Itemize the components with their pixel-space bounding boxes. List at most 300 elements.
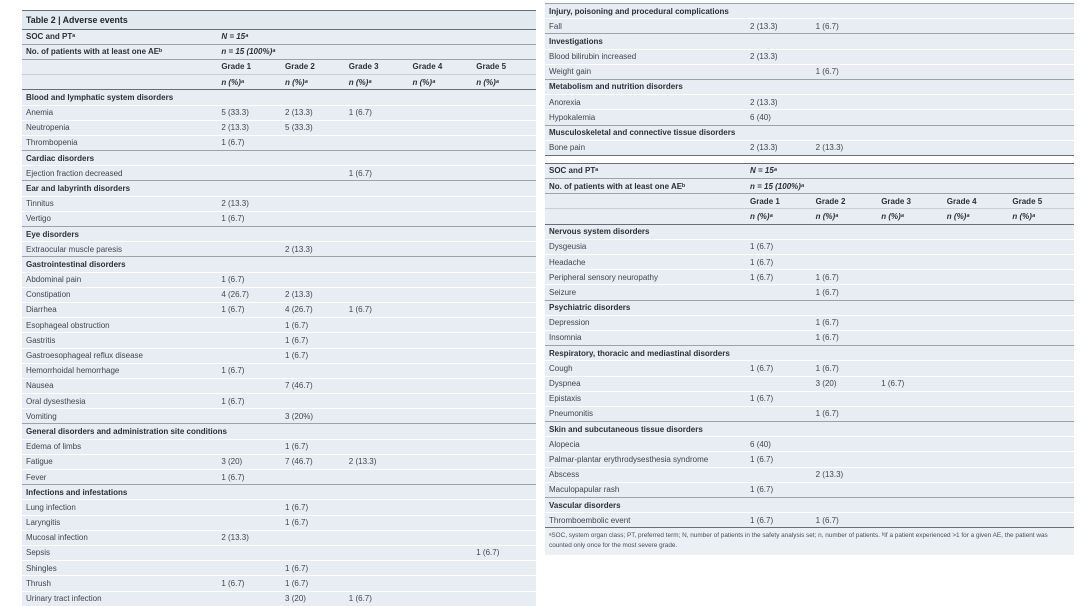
grade-value-cell — [943, 437, 1009, 452]
category-label: Respiratory, thoracic and mediastinal disorders — [545, 346, 1074, 361]
grade-value-cell: 3 (20) — [812, 376, 878, 391]
grade-header-row — [22, 59, 536, 74]
grade-value-cell — [281, 363, 345, 378]
table-row — [22, 105, 536, 120]
category-row — [545, 422, 1074, 437]
adverse-event-label: Insomnia — [545, 330, 746, 345]
grade-value-cell — [812, 437, 878, 452]
table-row — [545, 19, 1074, 34]
grade-value-cell — [409, 591, 473, 606]
adverse-event-label: Diarrhea — [22, 302, 217, 317]
category-row — [545, 224, 1074, 239]
npct-header-cell: n (%)ᵃ — [217, 75, 281, 90]
npct-header-cell: n (%)ᵃ — [345, 75, 409, 90]
grade-value-cell — [409, 394, 473, 409]
grade-value-cell: 1 (6.7) — [746, 452, 812, 467]
grade-value-cell — [472, 333, 536, 348]
grade-value-cell — [877, 330, 943, 345]
grade-value-cell — [877, 49, 943, 64]
adverse-events-table-left — [22, 10, 536, 606]
grade-value-cell — [345, 409, 409, 424]
grade-value-cell: 1 (6.7) — [281, 318, 345, 333]
category-label: Investigations — [545, 34, 1074, 49]
grade-value-cell — [1008, 95, 1074, 110]
grade-value-cell: 1 (6.7) — [746, 361, 812, 376]
table-row — [22, 318, 536, 333]
npct-header-row — [545, 209, 1074, 224]
grade-value-cell — [877, 467, 943, 482]
grade-value-cell: 2 (13.3) — [281, 242, 345, 257]
grade-value-cell: 1 (6.7) — [217, 135, 281, 150]
npct-header-cell: n (%)ᵃ — [877, 209, 943, 224]
grade-value-cell: 1 (6.7) — [281, 500, 345, 515]
adverse-event-label: Abdominal pain — [22, 272, 217, 287]
adverse-event-label: Laryngitis — [22, 515, 217, 530]
table-row — [545, 452, 1074, 467]
grade-value-cell — [812, 110, 878, 125]
category-row — [545, 4, 1074, 19]
grade-value-cell — [409, 287, 473, 302]
grade-value-cell — [472, 105, 536, 120]
table-row — [22, 576, 536, 591]
grade-value-cell — [1008, 437, 1074, 452]
adverse-event-label: Fatigue — [22, 454, 217, 469]
grade-value-cell — [943, 482, 1009, 497]
table-row — [545, 239, 1074, 254]
grade-value-cell — [217, 166, 281, 181]
grade-header-cell: Grade 5 — [1008, 194, 1074, 209]
grade-value-cell — [943, 19, 1009, 34]
adverse-event-label: Fever — [22, 470, 217, 485]
grade-value-cell — [877, 19, 943, 34]
table-row — [545, 285, 1074, 300]
grade-value-cell — [409, 530, 473, 545]
table-title: Table 2 | Adverse events — [22, 11, 536, 30]
grade-value-cell: 7 (46.7) — [281, 378, 345, 393]
table-row — [545, 95, 1074, 110]
grade-header-cell: Grade 1 — [217, 59, 281, 74]
grade-value-cell — [409, 409, 473, 424]
grade-value-cell: 2 (13.3) — [217, 120, 281, 135]
npct-header-cell: n (%)ᵃ — [812, 209, 878, 224]
adverse-event-label: Tinnitus — [22, 196, 217, 211]
grade-value-cell — [472, 363, 536, 378]
grade-value-cell — [1008, 391, 1074, 406]
grade-value-cell — [943, 406, 1009, 421]
grade-value-cell: 6 (40) — [746, 437, 812, 452]
table-row — [22, 348, 536, 363]
grade-value-cell: 1 (6.7) — [746, 239, 812, 254]
category-row — [22, 485, 536, 500]
grade-value-cell — [877, 391, 943, 406]
adverse-event-label: Thrush — [22, 576, 217, 591]
grade-value-cell: 1 (6.7) — [345, 166, 409, 181]
grade-value-cell: 1 (6.7) — [812, 64, 878, 79]
table-title-row — [22, 11, 536, 30]
grade-value-cell — [1008, 330, 1074, 345]
table-row — [22, 530, 536, 545]
grade-value-cell: 1 (6.7) — [281, 348, 345, 363]
adverse-event-label: Hypokalemia — [545, 110, 746, 125]
npct-header-cell: n (%)ᵃ — [943, 209, 1009, 224]
table-row — [22, 439, 536, 454]
grade-value-cell — [943, 391, 1009, 406]
grade-value-cell: 7 (46.7) — [281, 454, 345, 469]
table-row — [545, 140, 1074, 155]
grade-value-cell: 2 (13.3) — [345, 454, 409, 469]
grade-value-cell: 1 (6.7) — [472, 545, 536, 560]
grade-value-cell — [877, 270, 943, 285]
grade-value-cell — [409, 333, 473, 348]
table-row — [22, 515, 536, 530]
grade-value-cell: 1 (6.7) — [877, 376, 943, 391]
grade-value-cell — [1008, 513, 1074, 528]
grade-header-cell: Grade 4 — [409, 59, 473, 74]
grade-value-cell — [943, 95, 1009, 110]
grade-value-cell: 2 (13.3) — [746, 95, 812, 110]
grade-value-cell — [345, 515, 409, 530]
npct-header-cell: n (%)ᵃ — [409, 75, 473, 90]
table-row — [545, 467, 1074, 482]
ae-count-row — [545, 179, 1074, 194]
grade-value-cell — [345, 272, 409, 287]
grade-value-cell — [943, 315, 1009, 330]
grade-value-cell — [1008, 110, 1074, 125]
grade-value-cell: 4 (26.7) — [281, 302, 345, 317]
grade-value-cell — [472, 287, 536, 302]
grade-value-cell — [746, 467, 812, 482]
table-row — [22, 470, 536, 485]
grade-header-cell: Grade 1 — [746, 194, 812, 209]
grade-value-cell — [409, 500, 473, 515]
table-body — [545, 4, 1074, 156]
grade-value-cell — [812, 452, 878, 467]
table-row — [545, 110, 1074, 125]
category-row — [545, 79, 1074, 94]
grade-value-cell — [943, 110, 1009, 125]
grade-value-cell — [812, 255, 878, 270]
grade-value-cell: 1 (6.7) — [217, 211, 281, 226]
grade-value-cell: 1 (6.7) — [812, 406, 878, 421]
category-row — [22, 424, 536, 439]
grade-value-cell — [409, 439, 473, 454]
grade-value-cell — [345, 333, 409, 348]
grade-value-cell — [345, 287, 409, 302]
category-label: Psychiatric disorders — [545, 300, 1074, 315]
adverse-event-label: Mucosal infection — [22, 530, 217, 545]
grade-value-cell — [409, 242, 473, 257]
category-label: Skin and subcutaneous tissue disorders — [545, 422, 1074, 437]
grade-value-cell — [409, 272, 473, 287]
grade-value-cell — [217, 409, 281, 424]
grade-value-cell: 1 (6.7) — [812, 285, 878, 300]
adverse-event-label: Fall — [545, 19, 746, 34]
adverse-event-label: Esophageal obstruction — [22, 318, 217, 333]
npct-header-spacer — [22, 75, 217, 90]
grade-value-cell: 1 (6.7) — [812, 361, 878, 376]
grade-value-cell — [409, 576, 473, 591]
grade-value-cell — [217, 500, 281, 515]
grade-value-cell: 1 (6.7) — [812, 513, 878, 528]
adverse-event-label: Nausea — [22, 378, 217, 393]
grade-header-cell: Grade 2 — [812, 194, 878, 209]
adverse-event-label: Urinary tract infection — [22, 591, 217, 606]
npct-header-spacer — [545, 209, 746, 224]
grade-value-cell: 1 (6.7) — [217, 470, 281, 485]
adverse-event-label: Dysgeusia — [545, 239, 746, 254]
table-row — [22, 302, 536, 317]
grade-value-cell — [409, 515, 473, 530]
grade-value-cell — [1008, 285, 1074, 300]
table-row — [22, 196, 536, 211]
grade-value-cell — [746, 330, 812, 345]
grade-value-cell — [345, 242, 409, 257]
adverse-event-label: Dyspnea — [545, 376, 746, 391]
table-body — [22, 11, 536, 606]
grade-value-cell — [1008, 64, 1074, 79]
grade-value-cell — [877, 513, 943, 528]
ae-count-value: n = 15 (100%)ᵃ — [746, 179, 1074, 194]
adverse-event-label: Ejection fraction decreased — [22, 166, 217, 181]
grade-value-cell — [472, 196, 536, 211]
grade-value-cell — [281, 135, 345, 150]
category-row — [22, 90, 536, 105]
adverse-event-label: Sepsis — [22, 545, 217, 560]
adverse-event-label: Vertigo — [22, 211, 217, 226]
grade-value-cell: 1 (6.7) — [746, 513, 812, 528]
table-row — [22, 394, 536, 409]
table-row — [22, 242, 536, 257]
grade-value-cell — [472, 166, 536, 181]
grade-value-cell — [217, 378, 281, 393]
grade-value-cell — [877, 140, 943, 155]
grade-value-cell — [472, 242, 536, 257]
grade-value-cell: 2 (13.3) — [217, 196, 281, 211]
grade-value-cell — [409, 166, 473, 181]
adverse-event-label: Gastroesophageal reflux disease — [22, 348, 217, 363]
grade-value-cell — [877, 482, 943, 497]
grade-value-cell — [409, 545, 473, 560]
grade-value-cell — [409, 363, 473, 378]
table-row — [22, 545, 536, 560]
grade-value-cell: 1 (6.7) — [812, 19, 878, 34]
grade-value-cell — [943, 330, 1009, 345]
grade-value-cell — [943, 467, 1009, 482]
soc-header-row — [545, 163, 1074, 178]
table-row — [22, 454, 536, 469]
table-row — [22, 363, 536, 378]
grade-value-cell: 1 (6.7) — [281, 515, 345, 530]
table-row — [22, 120, 536, 135]
grade-value-cell — [812, 391, 878, 406]
grade-value-cell: 1 (6.7) — [746, 391, 812, 406]
grade-value-cell — [217, 348, 281, 363]
grade-value-cell — [217, 545, 281, 560]
category-row — [545, 300, 1074, 315]
category-label: Cardiac disorders — [22, 151, 536, 166]
grade-value-cell — [472, 576, 536, 591]
category-label: Vascular disorders — [545, 498, 1074, 513]
grade-value-cell — [409, 211, 473, 226]
grade-value-cell — [281, 166, 345, 181]
grade-value-cell: 2 (13.3) — [812, 467, 878, 482]
category-label: Blood and lymphatic system disorders — [22, 90, 536, 105]
grade-value-cell — [409, 120, 473, 135]
grade-value-cell: 3 (20) — [217, 454, 281, 469]
grade-value-cell — [472, 409, 536, 424]
grade-value-cell — [345, 545, 409, 560]
grade-value-cell — [472, 500, 536, 515]
soc-header-row — [22, 29, 536, 44]
grade-value-cell — [472, 470, 536, 485]
table-row — [22, 166, 536, 181]
grade-value-cell — [877, 315, 943, 330]
grade-value-cell — [409, 318, 473, 333]
grade-value-cell — [281, 196, 345, 211]
grade-value-cell — [409, 470, 473, 485]
table-row — [545, 330, 1074, 345]
grade-value-cell — [281, 470, 345, 485]
table-row — [22, 591, 536, 606]
grade-value-cell — [812, 482, 878, 497]
grade-value-cell — [217, 318, 281, 333]
ae-count-value: n = 15 (100%)ᵃ — [217, 44, 536, 59]
adverse-event-label: Anorexia — [545, 95, 746, 110]
category-row — [545, 346, 1074, 361]
npct-header-cell: n (%)ᵃ — [1008, 209, 1074, 224]
adverse-event-label: Maculopapular rash — [545, 482, 746, 497]
grade-value-cell — [217, 515, 281, 530]
grade-value-cell — [1008, 406, 1074, 421]
npct-header-cell: n (%)ᵃ — [472, 75, 536, 90]
grade-value-cell — [943, 452, 1009, 467]
grade-value-cell — [409, 302, 473, 317]
grade-value-cell — [472, 318, 536, 333]
grade-value-cell: 1 (6.7) — [217, 302, 281, 317]
grade-value-cell — [1008, 270, 1074, 285]
adverse-events-table-right-bottom — [545, 163, 1074, 529]
grade-value-cell — [345, 120, 409, 135]
ae-count-row — [22, 44, 536, 59]
adverse-event-label: Hemorrhoidal hemorrhage — [22, 363, 217, 378]
category-label: Eye disorders — [22, 227, 536, 242]
adverse-event-label: Cough — [545, 361, 746, 376]
adverse-event-label: Epistaxis — [545, 391, 746, 406]
grade-value-cell: 2 (13.3) — [746, 140, 812, 155]
grade-value-cell: 1 (6.7) — [217, 576, 281, 591]
grade-value-cell — [472, 378, 536, 393]
grade-value-cell — [877, 437, 943, 452]
grade-value-cell: 5 (33.3) — [217, 105, 281, 120]
grade-value-cell — [472, 591, 536, 606]
grade-value-cell — [472, 515, 536, 530]
grade-value-cell — [746, 64, 812, 79]
grade-value-cell — [472, 135, 536, 150]
grade-value-cell — [472, 439, 536, 454]
grade-value-cell: 1 (6.7) — [345, 591, 409, 606]
grade-value-cell: 1 (6.7) — [746, 482, 812, 497]
table-row — [545, 361, 1074, 376]
ae-count-label: No. of patients with at least one AEᵇ — [545, 179, 746, 194]
grade-header-cell: Grade 5 — [472, 59, 536, 74]
grade-value-cell: 1 (6.7) — [281, 576, 345, 591]
grade-value-cell: 4 (26.7) — [217, 287, 281, 302]
table-row — [22, 500, 536, 515]
table-row — [22, 333, 536, 348]
grade-value-cell — [345, 470, 409, 485]
grade-value-cell — [943, 361, 1009, 376]
table-body — [545, 163, 1074, 528]
table-row — [545, 437, 1074, 452]
grade-value-cell: 2 (13.3) — [746, 49, 812, 64]
grade-value-cell — [1008, 482, 1074, 497]
grade-value-cell: 2 (13.3) — [812, 140, 878, 155]
grade-value-cell: 1 (6.7) — [281, 333, 345, 348]
grade-value-cell — [217, 561, 281, 576]
category-label: Metabolism and nutrition disorders — [545, 79, 1074, 94]
grade-value-cell — [746, 406, 812, 421]
grade-value-cell — [345, 394, 409, 409]
grade-value-cell — [345, 348, 409, 363]
grade-value-cell — [812, 239, 878, 254]
grade-value-cell — [943, 376, 1009, 391]
table-footnote: ᵃSOC, system organ class; PT, preferred term; N, number of patients in the safety analysis set; n, number of patients. ᵇIf a patient experienced >1 for a given AE, the patient was counted only once for the most severe grade. — [545, 528, 1074, 555]
grade-value-cell: 1 (6.7) — [345, 105, 409, 120]
adverse-event-label: Peripheral sensory neuropathy — [545, 270, 746, 285]
grade-value-cell: 5 (33.3) — [281, 120, 345, 135]
grade-value-cell — [281, 211, 345, 226]
grade-value-cell: 1 (6.7) — [812, 330, 878, 345]
grade-value-cell — [746, 376, 812, 391]
ae-count-label: No. of patients with at least one AEᵇ — [22, 44, 217, 59]
grade-value-cell — [746, 315, 812, 330]
table-row — [545, 391, 1074, 406]
category-row — [545, 498, 1074, 513]
grade-value-cell: 2 (13.3) — [217, 530, 281, 545]
category-label: Injury, poisoning and procedural complications — [545, 4, 1074, 19]
category-row — [22, 181, 536, 196]
grade-header-row — [545, 194, 1074, 209]
grade-value-cell: 1 (6.7) — [217, 394, 281, 409]
grade-value-cell — [1008, 239, 1074, 254]
grade-value-cell — [345, 500, 409, 515]
grade-value-cell — [943, 49, 1009, 64]
table-column-left — [22, 10, 536, 606]
adverse-event-label: Pneumonitis — [545, 406, 746, 421]
grade-value-cell — [345, 211, 409, 226]
category-label: Nervous system disorders — [545, 224, 1074, 239]
grade-value-cell — [472, 272, 536, 287]
grade-value-cell — [1008, 467, 1074, 482]
table-row — [545, 270, 1074, 285]
table-row — [545, 482, 1074, 497]
grade-value-cell: 1 (6.7) — [812, 270, 878, 285]
grade-value-cell — [472, 530, 536, 545]
category-row — [545, 125, 1074, 140]
table-row — [22, 135, 536, 150]
grade-value-cell — [281, 272, 345, 287]
category-row — [22, 227, 536, 242]
adverse-event-label: Weight gain — [545, 64, 746, 79]
grade-value-cell — [472, 211, 536, 226]
adverse-event-label: Headache — [545, 255, 746, 270]
grade-value-cell: 1 (6.7) — [281, 439, 345, 454]
npct-header-cell: n (%)ᵃ — [746, 209, 812, 224]
table-row — [22, 409, 536, 424]
adverse-event-label: Abscess — [545, 467, 746, 482]
grade-value-cell — [281, 530, 345, 545]
grade-value-cell — [345, 439, 409, 454]
